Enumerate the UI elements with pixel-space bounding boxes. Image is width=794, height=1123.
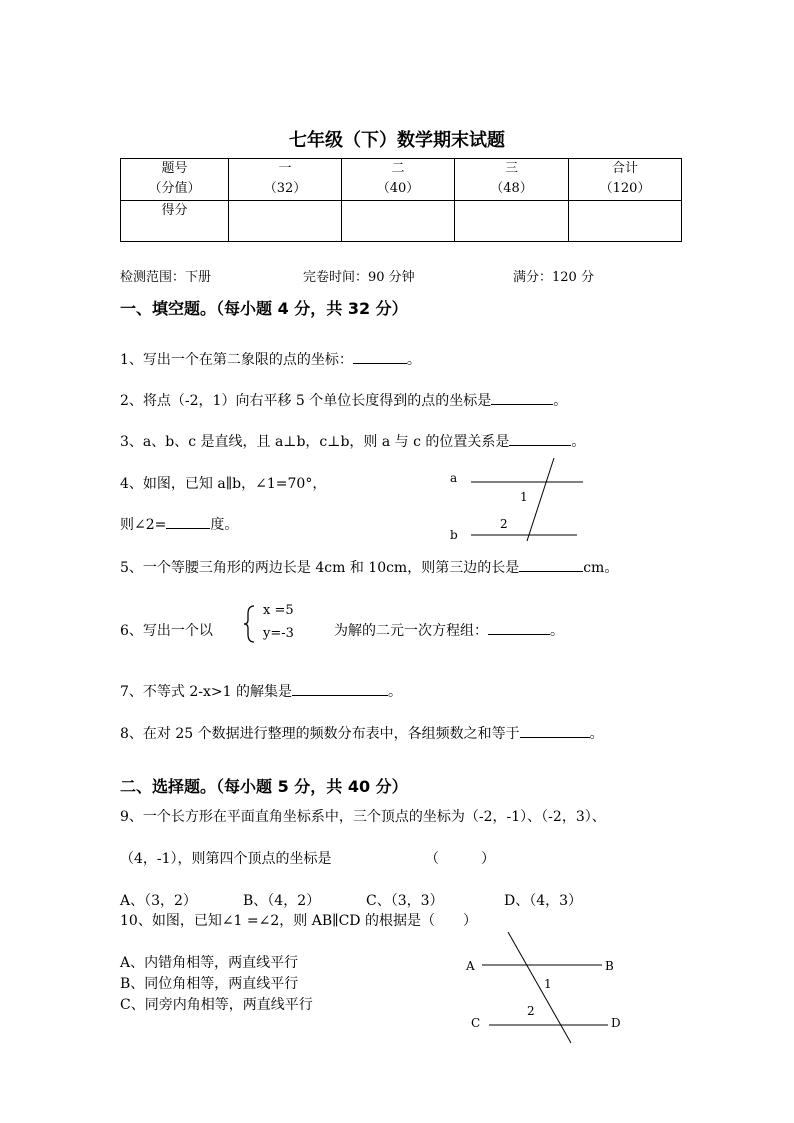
table-cell: 合计 （120） xyxy=(569,159,682,201)
question-4-line1: 4、如图，已知 a∥b，∠1=70°， xyxy=(120,476,327,492)
question-10-stem: 10、如图，已知∠1 =∠2，则 AB∥CD 的根据是（ ） xyxy=(120,913,477,929)
score-table-header-row xyxy=(121,159,682,201)
score-input-cell[interactable] xyxy=(342,201,455,242)
answer-blank[interactable] xyxy=(353,349,407,364)
question-9-line2: （4，-1），则第四个顶点的坐标是 xyxy=(120,851,332,867)
answer-paren[interactable]: （ ） xyxy=(425,851,495,867)
option-d: D、（4，3） xyxy=(504,893,583,909)
option-b: B、（4，2） xyxy=(243,893,321,909)
parallel-lines-figure xyxy=(440,455,590,545)
label-a: a xyxy=(450,471,458,485)
transversal xyxy=(527,458,554,541)
section1-heading: 一、填空题。（每小题 4 分，共 32 分） xyxy=(120,299,408,318)
option-c: C、同旁内角相等，两直线平行 xyxy=(120,997,313,1013)
question-2: 2、将点（-2，1）向右平移 5 个单位长度得到的点的坐标是 。 xyxy=(120,390,567,410)
answer-blank[interactable] xyxy=(491,390,553,405)
score-input-cell[interactable] xyxy=(229,201,342,242)
label-D: D xyxy=(611,1016,621,1030)
section2-heading: 二、选择题。（每小题 5 分，共 40 分） xyxy=(120,777,408,796)
answer-blank[interactable] xyxy=(519,557,583,572)
full-marks: 满分：120 分 xyxy=(513,270,594,285)
page-title: 七年级（下）数学期末试题 xyxy=(289,130,505,151)
answer-blank[interactable] xyxy=(292,681,388,696)
option-b: B、同位角相等，两直线平行 xyxy=(120,976,299,992)
answer-blank[interactable] xyxy=(488,620,550,635)
table-cell: 二 （40） xyxy=(342,159,455,201)
score-table xyxy=(120,158,682,242)
table-cell: 一 （32） xyxy=(229,159,342,201)
option-a: A、（3，2） xyxy=(120,893,197,909)
question-8: 8、在对 25 个数据进行整理的频数分布表中，各组频数之和等于 。 xyxy=(120,723,604,743)
question-3: 3、a、b、c 是直线，且 a⊥b，c⊥b，则 a 与 c 的位置关系是 。 xyxy=(120,431,585,451)
label-B: B xyxy=(605,959,614,973)
exam-scope: 检测范围：下册 xyxy=(120,270,212,285)
question-5: 5、一个等腰三角形的两边长是 4cm 和 10cm，则第三边的长是 cm。 xyxy=(120,557,618,577)
angle-1-label: 1 xyxy=(520,490,528,504)
question-6-pre: 6、写出一个以 xyxy=(120,623,213,639)
answer-blank[interactable] xyxy=(509,431,571,446)
transversal xyxy=(508,932,571,1043)
angle-2-label: 2 xyxy=(500,517,508,531)
label-C: C xyxy=(471,1016,481,1030)
score-input-cell[interactable] xyxy=(569,201,682,242)
question-7: 7、不等式 2-x>1 的解集是 。 xyxy=(120,681,402,701)
question-6-post: 为解的二元一次方程组： 。 xyxy=(334,620,564,640)
angle-1-label: 1 xyxy=(544,977,552,991)
label-A: A xyxy=(466,959,475,973)
question-9-line1: 9、一个长方形在平面直角坐标系中，三个顶点的坐标为（-2，-1）、（-2，3）、 xyxy=(120,809,606,825)
exam-time: 完卷时间：90 分钟 xyxy=(303,270,415,285)
question-1: 1、写出一个在第二象限的点的坐标： 。 xyxy=(120,349,421,369)
answer-blank[interactable] xyxy=(520,723,590,738)
score-input-cell[interactable] xyxy=(455,201,569,242)
score-label-cell: 得分 xyxy=(121,201,229,242)
ab-cd-figure xyxy=(455,925,635,1050)
option-c: C、（3，3） xyxy=(366,893,444,909)
question-4-line2: 则∠2= 度。 xyxy=(120,514,238,534)
equation-line-2: y=-3 xyxy=(263,626,294,641)
table-cell: 题号 （分值） xyxy=(121,159,229,201)
equation-line-1: x =5 xyxy=(263,603,294,618)
score-table-score-row xyxy=(121,201,682,242)
table-cell: 三 （48） xyxy=(455,159,569,201)
option-a: A、内错角相等，两直线平行 xyxy=(120,955,299,971)
answer-blank[interactable] xyxy=(166,514,210,529)
label-b: b xyxy=(450,528,458,542)
brace-icon xyxy=(242,604,258,644)
angle-2-label: 2 xyxy=(527,1004,535,1018)
